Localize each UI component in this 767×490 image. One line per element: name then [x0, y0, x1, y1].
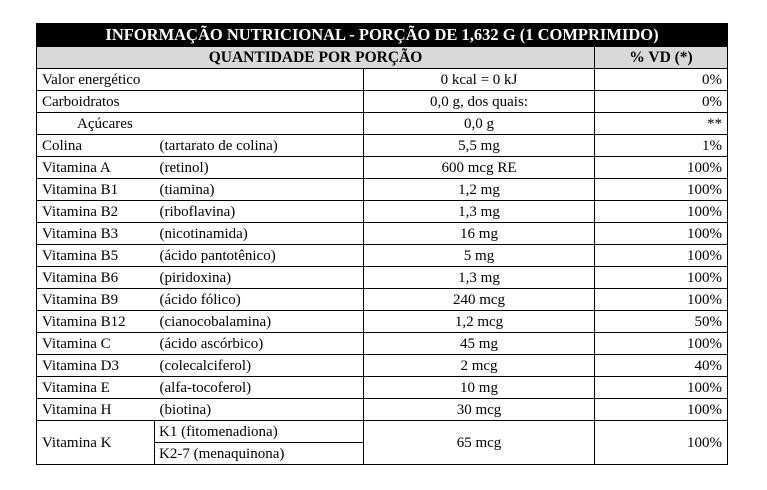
nutrient-vd: 100%	[595, 223, 728, 245]
nutrition-facts-panel	[36, 23, 727, 465]
nutrient-source: (ácido fólico)	[155, 289, 364, 311]
nutrient-name: Vitamina B1	[37, 179, 155, 201]
table-row	[37, 289, 728, 311]
vd-header: % VD (*)	[595, 47, 728, 69]
nutrient-vd: **	[595, 113, 728, 135]
nutrient-source: (colecalciferol)	[155, 355, 364, 377]
table-row	[37, 157, 728, 179]
table-row	[37, 91, 728, 113]
nutrient-vd: 50%	[595, 311, 728, 333]
nutrient-name: Valor energético	[37, 69, 364, 91]
nutrient-source: (ácido ascórbico)	[155, 333, 364, 355]
nutrient-name: Açúcares	[37, 113, 364, 135]
nutrient-vd: 100%	[595, 333, 728, 355]
nutrient-quantity: 1,3 mg	[364, 267, 595, 289]
nutrient-quantity: 5 mg	[364, 245, 595, 267]
table-row	[37, 223, 728, 245]
nutrient-name: Vitamina B12	[37, 311, 155, 333]
nutrient-source: (alfa-tocoferol)	[155, 377, 364, 399]
nutrient-quantity: 240 mcg	[364, 289, 595, 311]
table-row	[37, 267, 728, 289]
nutrient-source: (biotina)	[155, 399, 364, 421]
nutrient-vd: 100%	[595, 157, 728, 179]
nutrient-name: Vitamina K	[37, 421, 155, 465]
nutrient-vd: 0%	[595, 69, 728, 91]
table-row	[37, 69, 728, 91]
nutrient-quantity: 65 mcg	[364, 421, 595, 465]
nutrient-vd: 100%	[595, 245, 728, 267]
nutrient-vd: 100%	[595, 267, 728, 289]
table-row	[37, 311, 728, 333]
nutrient-quantity: 1,2 mg	[364, 179, 595, 201]
nutrient-name: Vitamina C	[37, 333, 155, 355]
table-title: INFORMAÇÃO NUTRICIONAL - PORÇÃO DE 1,632 G (1 COMPRIMIDO)	[37, 24, 728, 47]
nutrient-vd: 100%	[595, 201, 728, 223]
table-row	[37, 399, 728, 421]
nutrient-quantity: 0 kcal = 0 kJ	[364, 69, 595, 91]
nutrient-vd: 100%	[595, 399, 728, 421]
nutrient-name: Vitamina B5	[37, 245, 155, 267]
nutrient-name: Vitamina E	[37, 377, 155, 399]
nutrient-source: (piridoxina)	[155, 267, 364, 289]
nutrient-name: Carboidratos	[37, 91, 364, 113]
nutrient-name: Vitamina H	[37, 399, 155, 421]
nutrient-source: (tiamina)	[155, 179, 364, 201]
nutrient-quantity: 5,5 mg	[364, 135, 595, 157]
nutrient-vd: 100%	[595, 377, 728, 399]
nutrient-quantity: 10 mg	[364, 377, 595, 399]
nutrient-quantity: 0,0 g, dos quais:	[364, 91, 595, 113]
nutrient-quantity: 30 mcg	[364, 399, 595, 421]
table-row	[37, 113, 728, 135]
nutrient-quantity: 1,2 mcg	[364, 311, 595, 333]
nutrient-quantity: 45 mg	[364, 333, 595, 355]
nutrient-name: Colina	[37, 135, 155, 157]
nutrient-name: Vitamina B2	[37, 201, 155, 223]
nutrient-vd: 40%	[595, 355, 728, 377]
nutrient-name: Vitamina B6	[37, 267, 155, 289]
nutrient-vd: 100%	[595, 289, 728, 311]
nutrient-source: (cianocobalamina)	[155, 311, 364, 333]
nutrient-name: Vitamina B3	[37, 223, 155, 245]
nutrient-source-k1: K1 (fitomenadiona)	[155, 421, 364, 443]
nutrient-vd: 1%	[595, 135, 728, 157]
title-row	[37, 24, 728, 47]
nutrient-source: (riboflavina)	[155, 201, 364, 223]
header-row	[37, 47, 728, 69]
table-row	[37, 355, 728, 377]
nutrient-source: (retinol)	[155, 157, 364, 179]
nutrient-vd: 0%	[595, 91, 728, 113]
nutrient-vd: 100%	[595, 179, 728, 201]
nutrient-name: Vitamina A	[37, 157, 155, 179]
table-row	[37, 333, 728, 355]
nutrient-source: (ácido pantotênico)	[155, 245, 364, 267]
nutrient-quantity: 1,3 mg	[364, 201, 595, 223]
nutrient-source-k2: K2-7 (menaquinona)	[155, 443, 364, 465]
nutrient-vd: 100%	[595, 421, 728, 465]
nutrient-quantity: 16 mg	[364, 223, 595, 245]
table-row	[37, 179, 728, 201]
table-row-vitamin-k	[37, 421, 728, 443]
nutrient-source: (tartarato de colina)	[155, 135, 364, 157]
nutrient-quantity: 600 mcg RE	[364, 157, 595, 179]
nutrient-quantity: 0,0 g	[364, 113, 595, 135]
nutrient-name: Vitamina D3	[37, 355, 155, 377]
nutrition-table	[36, 23, 728, 465]
table-row	[37, 201, 728, 223]
nutrient-quantity: 2 mcg	[364, 355, 595, 377]
quantity-header: QUANTIDADE POR PORÇÃO	[37, 47, 595, 69]
nutrient-source: (nicotinamida)	[155, 223, 364, 245]
nutrient-name: Vitamina B9	[37, 289, 155, 311]
table-row	[37, 135, 728, 157]
table-row	[37, 377, 728, 399]
table-row	[37, 245, 728, 267]
